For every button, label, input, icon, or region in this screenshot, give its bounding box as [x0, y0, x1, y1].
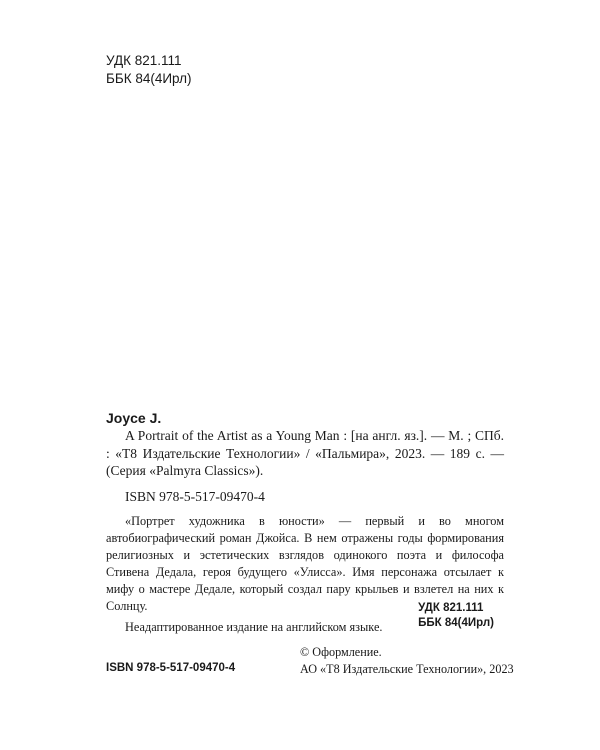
copyright-design: © Оформление. — [300, 645, 382, 659]
bottom-isbn: ISBN 978-5-517-09470-4 — [106, 662, 236, 674]
udk-code-bottom: УДК 821.111 — [418, 602, 484, 614]
record-isbn: ISBN 978-5-517-09470-4 — [125, 488, 265, 504]
classification-codes-top — [106, 52, 191, 88]
author-heading: Joyce J. — [106, 410, 162, 426]
classification-codes-bottom — [418, 601, 494, 631]
udk-code: УДК 821.111 — [106, 53, 182, 68]
annotation-summary: «Портрет художника в юности» — первый и во многом автобиографический роман Джойса. В нем отражены годы формирования религиозных и эстетических взглядов одинокого поэта и философа Стивена Дедала, героя будущего «Улисса». Имя персонажа отсылает к мифу о мастере Дедале, который создал пару крыльев и взлетел на них к Солнцу. — [106, 514, 504, 613]
edition-note: Неадаптированное издание на английском языке. — [125, 620, 383, 634]
bbk-code-bottom: ББК 84(4Ирл) — [418, 617, 494, 629]
copyright-notice — [300, 644, 514, 677]
bibliographic-entry: A Portrait of the Artist as a Young Man : [на англ. яз.]. — М. ; СПб. : «Т8 Издательские Технологии» / «Пальмира», 2023. — 189 с. — (Серия «Palmyra Classics»). — [106, 428, 504, 478]
bbk-code: ББК 84(4Ирл) — [106, 71, 192, 86]
copyright-publisher: АО «Т8 Издательские Технологии», 2023 — [300, 661, 514, 676]
